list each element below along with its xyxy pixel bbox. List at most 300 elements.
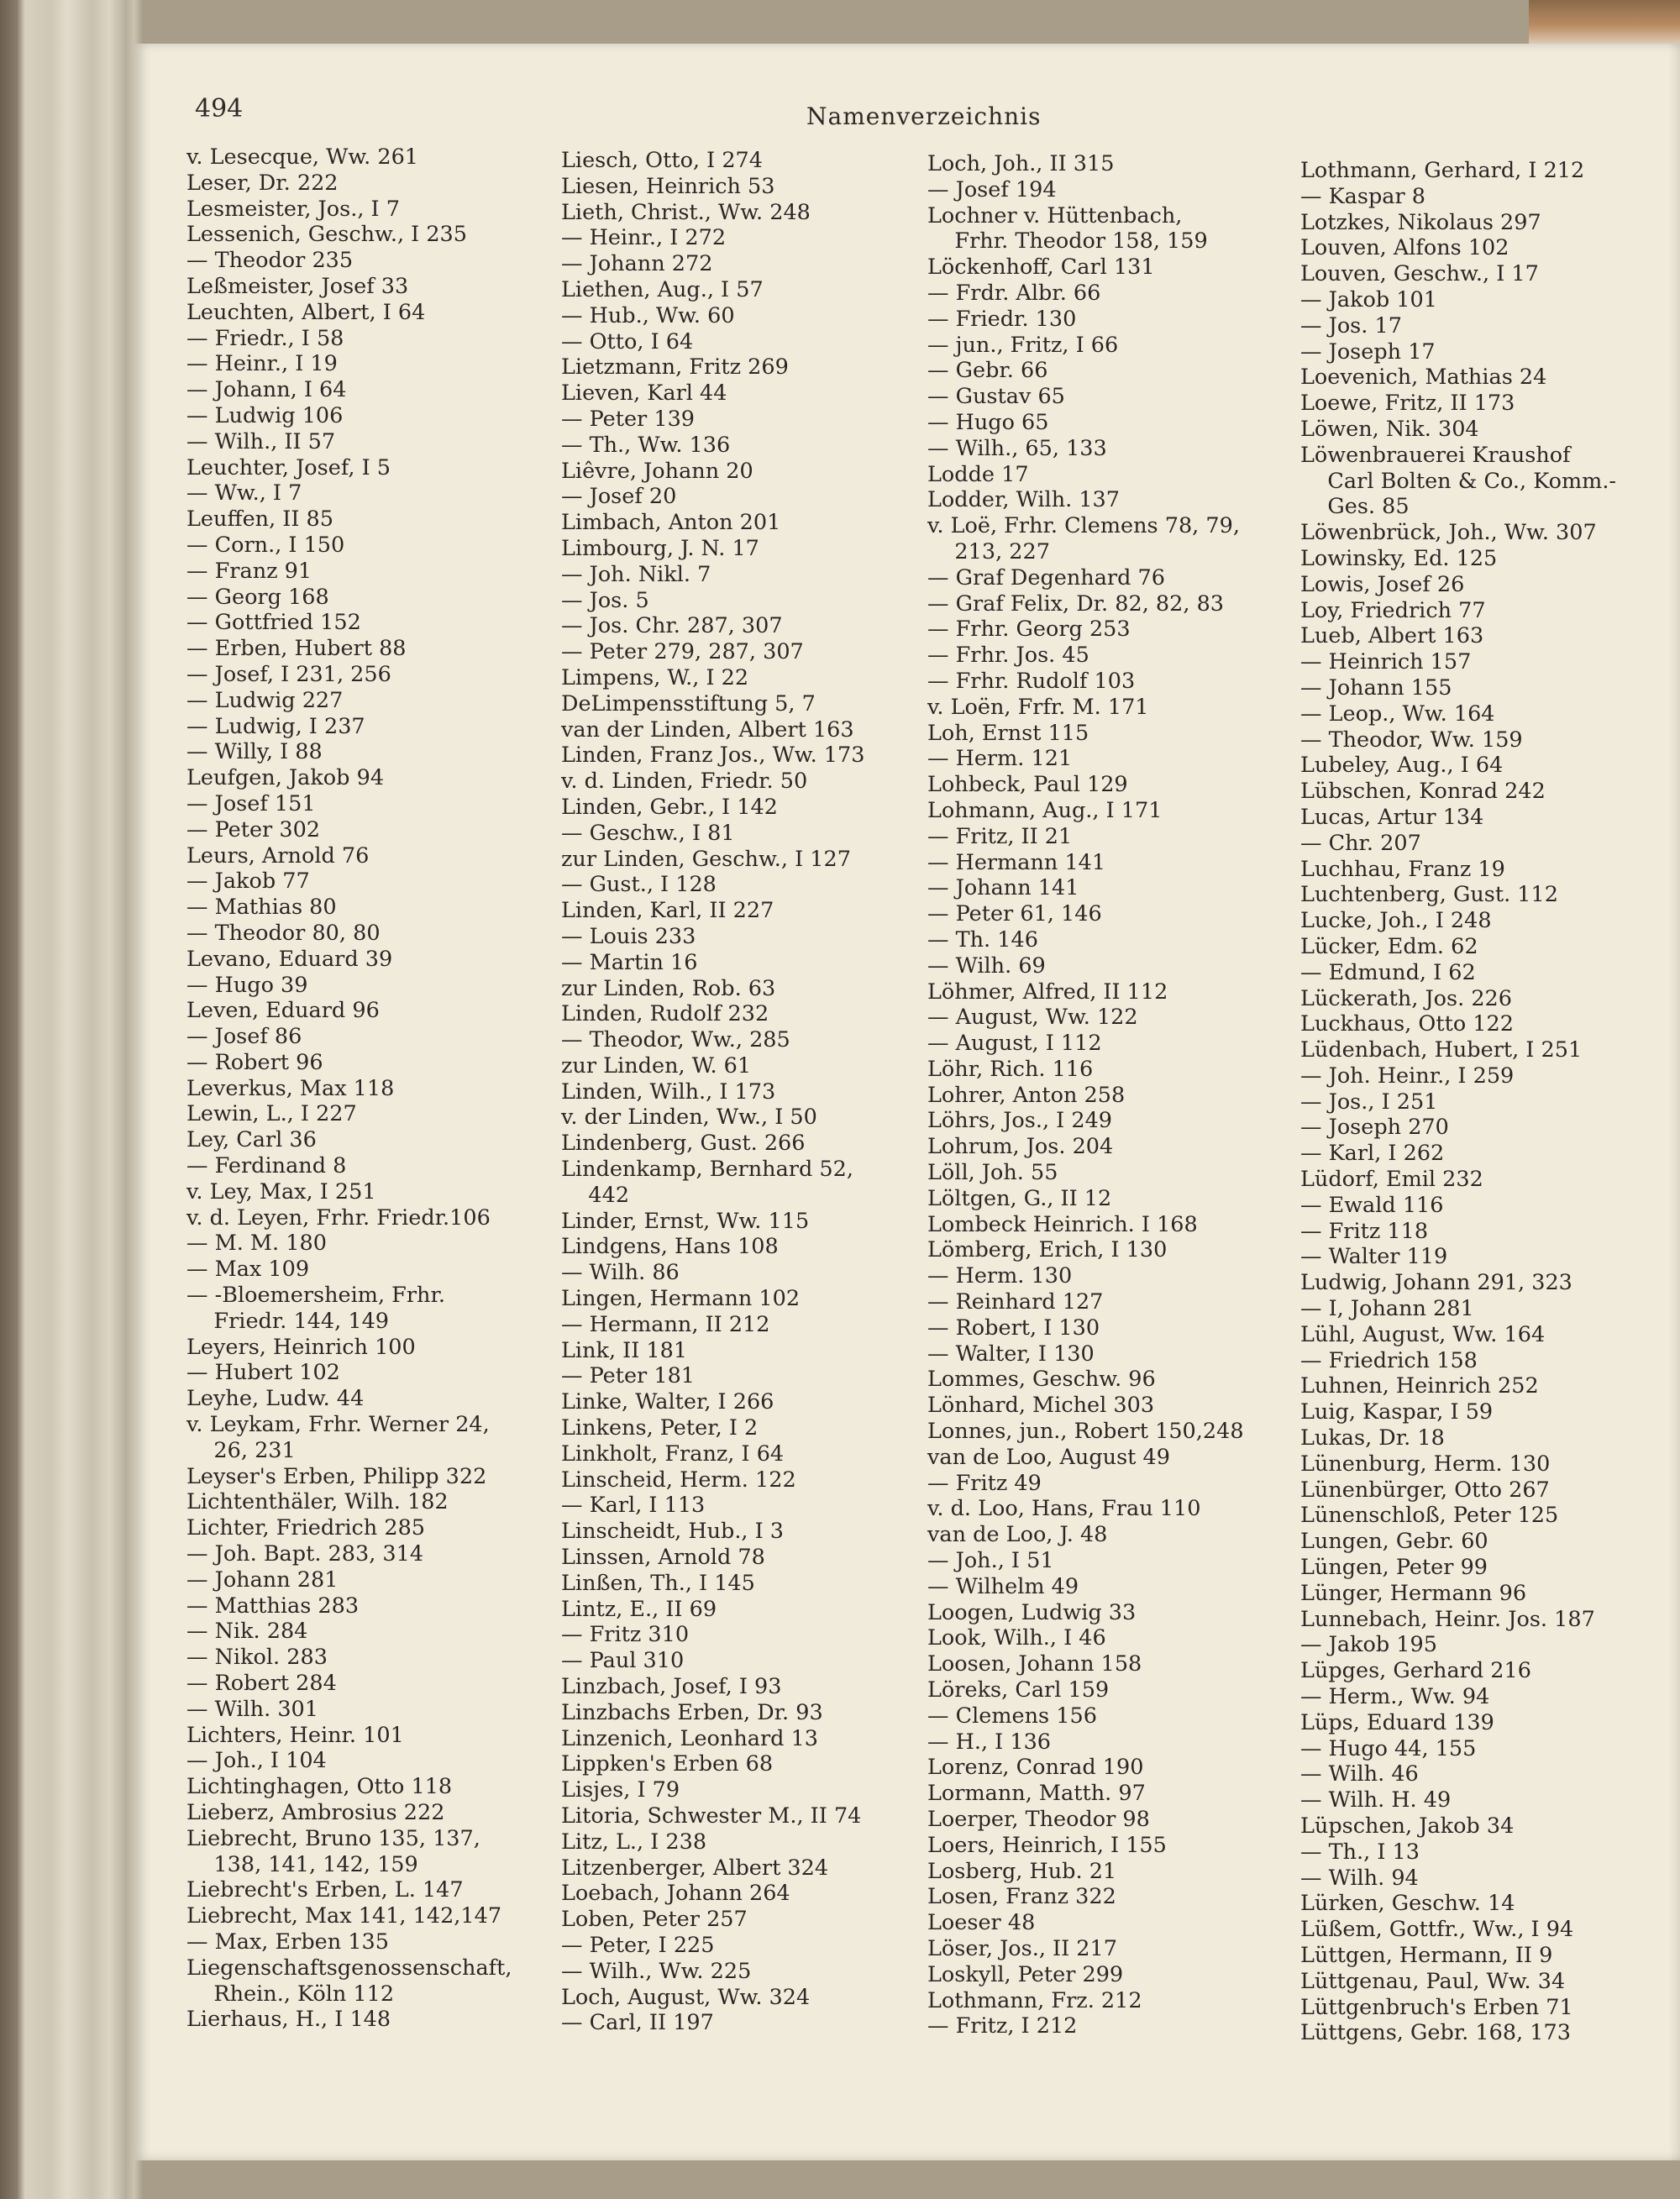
index-entry: Loh, Ernst 115 [927,720,1089,746]
index-entry: Lesmeister, Jos., I 7 [186,196,400,222]
index-entry: Linssen, Arnold 78 [561,1545,765,1571]
index-entry: — M. M. 180 [186,1231,327,1257]
index-entry: — Johann 141 [927,875,1079,901]
index-entry: Linscheid, Herm. 122 [561,1467,796,1493]
index-entry: — Peter 279, 287, 307 [561,639,804,665]
index-entry: — Joseph 17 [1300,339,1436,365]
index-entry: v. Ley, Max, I 251 [186,1178,376,1204]
index-entry: Louven, Geschw., I 17 [1300,261,1539,287]
index-entry: — Josef 151 [186,790,316,816]
index-entry: — Joh., I 104 [186,1748,327,1774]
index-entry: Lodde 17 [927,461,1029,487]
index-entry: 213, 227 [927,538,1050,564]
index-entry: Lothmann, Gerhard, I 212 [1300,158,1585,183]
index-entry: Löltgen, G., II 12 [927,1185,1112,1211]
index-entry: — Friedr. 130 [927,306,1077,332]
index-entry: — Nik. 284 [186,1619,308,1645]
index-entry: — Johann, I 64 [186,377,347,403]
index-entry: Lömberg, Erich, I 130 [927,1237,1168,1263]
index-entry: Lippken's Erben 68 [561,1751,774,1777]
index-entry: Lüttgen, Hermann, II 9 [1300,1942,1553,1968]
index-entry: — Joh. Nikl. 7 [561,561,711,587]
index-entry: Loy, Friedrich 77 [1300,597,1486,623]
index-entry: Loebach, Johann 264 [561,1881,790,1907]
index-entry: Lucas, Artur 134 [1300,804,1484,830]
index-entry: Liebrecht, Bruno 135, 137, [186,1825,480,1851]
index-entry: — Max, Erben 135 [186,1929,389,1955]
index-entry: — Heinrich 157 [1300,649,1472,675]
index-entry: Linkholt, Franz, I 64 [561,1441,785,1467]
index-entry: Lewin, L., I 227 [186,1101,357,1127]
index-entry: — Josef, I 231, 256 [186,661,391,687]
index-entry: Luckhaus, Otto 122 [1300,1011,1514,1037]
index-entry: Liethen, Aug., I 57 [561,276,764,302]
index-entry: — Friedr., I 58 [186,325,344,351]
index-entry: — Erben, Hubert 88 [186,636,407,662]
index-entry: Loosen, Johann 158 [927,1651,1142,1677]
index-entry: Lichter, Friedrich 285 [186,1515,426,1541]
index-entry: Lüps, Eduard 139 [1300,1709,1494,1735]
index-entry: Loevenich, Mathias 24 [1300,365,1547,391]
index-entry: — Jos. Chr. 287, 307 [561,613,783,639]
index-entry: Lünenburg, Herm. 130 [1300,1451,1551,1477]
index-entry: Linzenich, Leonhard 13 [561,1725,819,1751]
index-entry: Lohrer, Anton 258 [927,1082,1126,1108]
index-entry: — Johann 155 [1300,674,1452,701]
index-entry: — Louis 233 [561,923,696,949]
index-entry: van de Loo, August 49 [927,1444,1170,1470]
index-entry: 442 [561,1182,630,1208]
index-entry: Liêvre, Johann 20 [561,458,753,484]
index-entry: — Peter 139 [561,406,696,432]
index-entry: Lonnes, jun., Robert 150,248 [927,1419,1244,1445]
index-entry: Loerper, Theodor 98 [927,1807,1150,1832]
index-entry: — Clemens 156 [927,1703,1097,1729]
index-entry: — Hubert 102 [186,1360,340,1386]
index-entry: Lowinsky, Ed. 125 [1300,545,1498,571]
index-entry: — Matthias 283 [186,1593,360,1619]
index-entry: Linder, Ernst, Ww. 115 [561,1208,810,1234]
index-entry: Löll, Joh. 55 [927,1160,1058,1186]
index-entry: — Hugo 44, 155 [1300,1735,1477,1761]
index-entry: Leser, Dr. 222 [186,170,339,196]
index-entry: Lübschen, Konrad 242 [1300,779,1546,805]
index-entry: Link, II 181 [561,1337,688,1363]
index-entry: — Th., I 13 [1300,1839,1420,1865]
index-entry: Leßmeister, Josef 33 [186,273,409,299]
page-gutter-shadow [1668,44,1680,2160]
page-title: Namenverzeichnis [806,102,1042,130]
index-entry: — Johann 272 [561,251,713,277]
index-entry: Lohrum, Jos. 204 [927,1134,1114,1160]
index-entry: Leurs, Arnold 76 [186,842,370,869]
index-entry: — Fritz 310 [561,1622,690,1648]
index-column-4 [1300,158,1653,2046]
index-entry: — Franz 91 [186,558,312,584]
index-entry: — Willy, I 88 [186,739,323,765]
index-entry: — Carl, II 197 [561,2010,714,2036]
index-entry: v. d. Linden, Friedr. 50 [561,769,808,795]
index-entry: Lüttgenau, Paul, Ww. 34 [1300,1968,1566,1994]
index-entry: Löser, Jos., II 217 [927,1935,1117,1961]
index-entry: Lochner v. Hüttenbach, [927,202,1183,228]
index-entry: — August, I 112 [927,1031,1102,1057]
index-entry: v. d. Leyen, Frhr. Friedr.106 [186,1204,491,1231]
index-entry: — Wilh. 46 [1300,1761,1419,1787]
index-entry: zur Linden, W. 61 [561,1052,752,1079]
index-entry: — -Bloemersheim, Frhr. [186,1283,445,1309]
index-entry: — Kaspar 8 [1300,183,1425,209]
index-entry: Lindenberg, Gust. 266 [561,1131,806,1157]
index-entry: v. Leykam, Frhr. Werner 24, [186,1412,490,1438]
index-entry: Lueb, Albert 163 [1300,623,1484,649]
index-entry: — Herm., Ww. 94 [1300,1684,1490,1710]
index-entry: Lückerath, Jos. 226 [1300,985,1512,1011]
index-entry: Limbourg, J. N. 17 [561,535,759,561]
index-entry: — Hugo 39 [186,972,308,998]
index-entry: Look, Wilh., I 46 [927,1625,1106,1651]
index-entry: Lietzmann, Fritz 269 [561,354,789,380]
index-entry: — Hermann 141 [927,849,1106,875]
index-entry: v. Lesecque, Ww. 261 [186,144,419,170]
index-entry: — Peter, I 225 [561,1932,715,1958]
index-entry: Löwen, Nik. 304 [1300,416,1479,442]
index-entry: Lotzkes, Nikolaus 297 [1300,209,1541,235]
index-entry: Lucke, Joh., I 248 [1300,908,1492,934]
index-entry: — Georg 168 [186,584,329,610]
index-entry: — Wilh., II 57 [186,428,336,454]
index-entry: Lukas, Dr. 18 [1300,1425,1445,1451]
index-entry: Lindenkamp, Bernhard 52, [561,1157,853,1183]
index-entry: Lüdorf, Emil 232 [1300,1167,1483,1193]
index-entry: Leuffen, II 85 [186,506,333,533]
index-entry: Linzbachs Erben, Dr. 93 [561,1699,823,1725]
index-entry: — Joh. Bapt. 283, 314 [186,1541,424,1567]
index-entry: — Frdr. Albr. 66 [927,280,1101,306]
index-entry: Lothmann, Frz. 212 [927,1987,1142,2013]
index-entry: Leven, Eduard 96 [186,998,380,1024]
index-entry: Limbach, Anton 201 [561,510,781,536]
index-entry: Rhein., Köln 112 [186,1981,395,2007]
index-entry: Lichters, Heinr. 101 [186,1722,404,1748]
book-top-edge [1529,0,1680,50]
index-entry: 26, 231 [186,1437,296,1463]
index-entry: Lessenich, Geschw., I 235 [186,222,468,248]
index-entry: — Hugo 65 [927,409,1049,435]
index-entry: van de Loo, J. 48 [927,1522,1108,1548]
index-entry: Louven, Alfons 102 [1300,235,1509,261]
index-entry: Lingen, Hermann 102 [561,1286,801,1312]
index-entry: Loogen, Ludwig 33 [927,1599,1137,1625]
index-entry: Ley, Carl 36 [186,1127,317,1153]
index-entry: — Ww., I 7 [186,480,302,506]
index-entry: Lichtinghagen, Otto 118 [186,1774,453,1800]
index-entry: — Robert 96 [186,1049,323,1075]
index-entry: Leuchten, Albert, I 64 [186,299,426,325]
index-entry: Levano, Eduard 39 [186,946,393,972]
index-column-1 [186,144,556,2033]
index-entry: — jun., Fritz, I 66 [927,332,1119,358]
index-entry: — Wilh. 94 [1300,1865,1419,1891]
index-entry: Litoria, Schwester M., II 74 [561,1803,862,1829]
index-entry: — Ewald 116 [1300,1192,1444,1218]
index-entry: Linden, Wilh., I 173 [561,1079,776,1105]
index-entry: — Edmund, I 62 [1300,959,1476,985]
index-entry: — Peter 302 [186,816,321,842]
index-entry: Liebrecht's Erben, L. 147 [186,1877,464,1903]
index-entry: Loben, Peter 257 [561,1907,748,1933]
index-entry: 138, 141, 142, 159 [186,1851,418,1877]
index-entry: Liesch, Otto, I 274 [561,148,763,173]
index-entry: Leufgen, Jakob 94 [186,765,385,791]
index-entry: Lichtenthäler, Wilh. 182 [186,1489,449,1515]
index-entry: Losen, Franz 322 [927,1884,1116,1910]
index-entry: Lindgens, Hans 108 [561,1234,779,1260]
index-entry: — Jakob 195 [1300,1632,1437,1658]
index-entry: Loewe, Fritz, II 173 [1300,391,1515,417]
index-entry: Lodder, Wilh. 137 [927,487,1121,513]
index-entry: DeLimpensstiftung 5, 7 [561,690,816,716]
index-entry: Lunnebach, Heinr. Jos. 187 [1300,1606,1595,1632]
index-entry: Löhr, Rich. 116 [927,1056,1094,1082]
index-entry: — Frhr. Georg 253 [927,617,1131,643]
index-entry: Lieven, Karl 44 [561,380,727,407]
index-entry: — Fritz 49 [927,1470,1042,1496]
index-entry: — Otto, I 64 [561,328,694,354]
index-entry: Losberg, Hub. 21 [927,1858,1117,1884]
index-entry: — Leop., Ww. 164 [1300,701,1495,727]
index-entry: — Th., Ww. 136 [561,432,731,458]
index-entry: Lüttgens, Gebr. 168, 173 [1300,2020,1571,2046]
index-entry: — Mathias 80 [186,895,337,921]
index-entry: Linkens, Peter, I 2 [561,1415,759,1441]
index-entry: — Jos. 5 [561,587,649,613]
index-entry: — Wilh., 65, 133 [927,435,1107,461]
index-entry: Löckenhoff, Carl 131 [927,255,1155,281]
index-entry: — Ludwig, I 237 [186,713,365,739]
index-entry: — Jakob 77 [186,869,310,895]
index-entry: van der Linden, Albert 163 [561,716,854,743]
index-entry: Loskyll, Peter 299 [927,1961,1124,1987]
index-entry: — Reinhard 127 [927,1289,1104,1315]
index-entry: Loch, Joh., II 315 [927,151,1115,176]
index-entry: Linzbach, Josef, I 93 [561,1674,782,1700]
index-entry: — Geschw., I 81 [561,820,735,846]
index-entry: Liebrecht, Max 141, 142,147 [186,1903,502,1929]
index-entry: — Walter, I 130 [927,1341,1095,1367]
index-entry: — Frhr. Rudolf 103 [927,668,1136,694]
index-column-3 [927,151,1297,2039]
index-column-2 [561,148,931,2036]
index-entry: Ludwig, Johann 291, 323 [1300,1270,1572,1296]
index-entry: Lücker, Edm. 62 [1300,933,1478,959]
index-entry: Lorenz, Conrad 190 [927,1755,1144,1781]
index-entry: Linke, Walter, I 266 [561,1389,774,1415]
index-entry: — Hub., Ww. 60 [561,302,735,328]
index-entry: Luchhau, Franz 19 [1300,856,1505,882]
index-entry: Lönhard, Michel 303 [927,1393,1155,1419]
index-entry: — Joh., I 51 [927,1548,1054,1574]
index-entry: — Walter 119 [1300,1244,1448,1270]
index-entry: — Wilh. 86 [561,1260,680,1286]
index-entry: v. der Linden, Ww., I 50 [561,1105,817,1131]
index-entry: — Max 109 [186,1257,310,1283]
index-entry: Frhr. Theodor 158, 159 [927,228,1208,255]
index-entry: — Corn., I 150 [186,532,345,558]
index-entry: Friedr. 144, 149 [186,1308,390,1334]
index-entry: Lünger, Hermann 96 [1300,1580,1527,1606]
index-entry: Ges. 85 [1300,494,1410,520]
index-entry: — Heinr., I 19 [186,351,338,377]
index-entry: Löwenbrück, Joh., Ww. 307 [1300,520,1597,546]
index-entry: Löhrs, Jos., I 249 [927,1108,1113,1134]
index-entry: Loch, August, Ww. 324 [561,1984,811,2010]
index-entry: Lohmann, Aug., I 171 [927,797,1163,823]
index-entry: zur Linden, Rob. 63 [561,975,776,1001]
index-entry: — Gottfried 152 [186,610,361,636]
index-entry: — Frhr. Jos. 45 [927,643,1089,669]
index-entry: Lisjes, I 79 [561,1777,680,1803]
index-entry: — Fritz, I 212 [927,2013,1078,2039]
index-entry: — I, Johann 281 [1300,1296,1474,1322]
index-entry: — Wilhelm 49 [927,1573,1079,1599]
index-entry: Lüpschen, Jakob 34 [1300,1813,1515,1839]
index-entry: Limpens, W., I 22 [561,664,749,690]
index-entry: Luhnen, Heinrich 252 [1300,1373,1539,1399]
index-entry: — Robert 284 [186,1671,337,1697]
index-entry: — Wilh., Ww. 225 [561,1958,752,1984]
index-entry: Lünenbürger, Otto 267 [1300,1477,1550,1503]
index-entry: Lierhaus, H., I 148 [186,2007,391,2033]
index-entry: Lüßem, Gottfr., Ww., I 94 [1300,1917,1574,1943]
index-entry: Linden, Karl, II 227 [561,898,774,924]
index-entry: Leyers, Heinrich 100 [186,1334,416,1360]
index-entry: Lüngen, Peter 99 [1300,1555,1488,1581]
index-entry: — Gust., I 128 [561,872,717,898]
index-entry: — Gebr. 66 [927,358,1048,384]
index-entry: Carl Bolten & Co., Komm.- [1300,468,1617,494]
index-entry: v. Loën, Frfr. M. 171 [927,694,1149,720]
index-entry: — Wilh. H. 49 [1300,1787,1452,1813]
index-entry: — Herm. 121 [927,746,1073,772]
index-entry: — Karl, I 113 [561,1493,706,1519]
index-entry: Litz, L., I 238 [561,1829,707,1855]
index-entry: Lüdenbach, Hubert, I 251 [1300,1037,1583,1063]
index-entry: Lombeck Heinrich. I 168 [927,1211,1198,1237]
index-entry: Lühl, August, Ww. 164 [1300,1321,1546,1347]
index-entry: — Joh. Heinr., I 259 [1300,1063,1515,1089]
index-entry: Leyhe, Ludw. 44 [186,1386,365,1412]
index-entry: — Jos., I 251 [1300,1089,1438,1115]
index-entry: — Theodor 80, 80 [186,920,381,946]
index-entry: — Jos. 17 [1300,312,1402,339]
index-entry: Lubeley, Aug., I 64 [1300,753,1504,779]
index-entry: — Theodor, Ww., 285 [561,1027,790,1053]
index-entry: — Johann 281 [186,1567,339,1593]
index-entry: Lüpges, Gerhard 216 [1300,1658,1531,1684]
index-entry: Löreks, Carl 159 [927,1677,1110,1703]
index-entry: Liesen, Heinrich 53 [561,173,775,199]
index-entry: — Nikol. 283 [186,1645,328,1671]
index-entry: zur Linden, Geschw., I 127 [561,846,851,872]
index-entry: — Ludwig 106 [186,402,344,428]
index-entry: — Graf Degenhard 76 [927,564,1165,590]
index-entry: Luig, Kaspar, I 59 [1300,1399,1494,1425]
index-entry: Lieberz, Ambrosius 222 [186,1800,445,1825]
index-entry: Liegenschaftsgenossenschaft, [186,1955,512,1981]
index-entry: Linden, Franz Jos., Ww. 173 [561,743,865,769]
index-entry: — Hermann, II 212 [561,1311,770,1337]
index-entry: — Karl, I 262 [1300,1141,1445,1167]
index-entry: Lohbeck, Paul 129 [927,772,1128,798]
index-entry: Loers, Heinrich, I 155 [927,1832,1167,1858]
index-entry: Linden, Rudolf 232 [561,1001,769,1027]
index-entry: Leuchter, Josef, I 5 [186,454,391,480]
index-entry: — H., I 136 [927,1729,1052,1755]
index-entry: — Gustav 65 [927,384,1065,410]
index-entry: Lungen, Gebr. 60 [1300,1529,1488,1555]
index-entry: Leyser's Erben, Philipp 322 [186,1463,487,1489]
index-entry: — Wilh. 69 [927,953,1046,979]
index-entry: Linden, Gebr., I 142 [561,794,778,820]
index-entry: — Chr. 207 [1300,830,1421,856]
index-entry: — Robert, I 130 [927,1315,1100,1341]
index-entry: — Friedrich 158 [1300,1347,1478,1373]
index-entry: — Martin 16 [561,949,698,975]
index-entry: Lürken, Geschw. 14 [1300,1891,1515,1917]
index-entry: Lowis, Josef 26 [1300,571,1465,597]
index-entry: — Josef 20 [561,484,677,510]
index-entry: Lormann, Matth. 97 [927,1781,1146,1807]
index-entry: — August, Ww. 122 [927,1005,1138,1031]
index-entry: Loeser 48 [927,1910,1036,1936]
index-entry: — Joseph 270 [1300,1115,1449,1141]
index-entry: — Theodor, Ww. 159 [1300,727,1523,753]
index-entry: — Peter 61, 146 [927,901,1102,927]
index-entry: — Theodor 235 [186,248,354,274]
index-entry: Lommes, Geschw. 96 [927,1367,1156,1393]
index-entry: — Fritz, II 21 [927,823,1073,849]
index-entry: v. Loë, Frhr. Clemens 78, 79, [927,513,1240,539]
index-entry: — Herm. 130 [927,1263,1073,1289]
index-entry: Lüttgenbruch's Erben 71 [1300,1994,1573,2020]
index-entry: — Ferdinand 8 [186,1153,347,1179]
index-entry: Linßen, Th., I 145 [561,1570,755,1596]
index-entry: Leverkus, Max 118 [186,1075,395,1101]
index-entry: — Heinr., I 272 [561,225,727,251]
index-entry: Luchtenberg, Gust. 112 [1300,882,1558,908]
index-entry: — Josef 86 [186,1024,302,1050]
index-entry: Lintz, E., II 69 [561,1596,717,1622]
index-entry: Lieth, Christ., Ww. 248 [561,199,811,225]
index-entry: Löwenbrauerei Kraushof [1300,442,1571,468]
page-number: 494 [195,94,244,123]
index-entry: — Graf Felix, Dr. 82, 82, 83 [927,590,1225,617]
index-entry: v. d. Loo, Hans, Frau 110 [927,1496,1201,1522]
index-entry: — Peter 181 [561,1363,696,1389]
index-entry: Löhmer, Alfred, II 112 [927,979,1168,1005]
index-entry: — Ludwig 227 [186,687,344,713]
index-entry: — Wilh. 301 [186,1696,318,1722]
index-entry: Lünenschloß, Peter 125 [1300,1503,1559,1529]
index-entry: Litzenberger, Albert 324 [561,1855,829,1881]
index-entry: — Jakob 101 [1300,286,1437,312]
index-entry: — Josef 194 [927,176,1057,202]
index-entry: — Th. 146 [927,926,1038,953]
index-entry: Linscheidt, Hub., I 3 [561,1519,785,1545]
index-entry: — Fritz 118 [1300,1218,1429,1244]
index-entry: — Paul 310 [561,1648,685,1674]
